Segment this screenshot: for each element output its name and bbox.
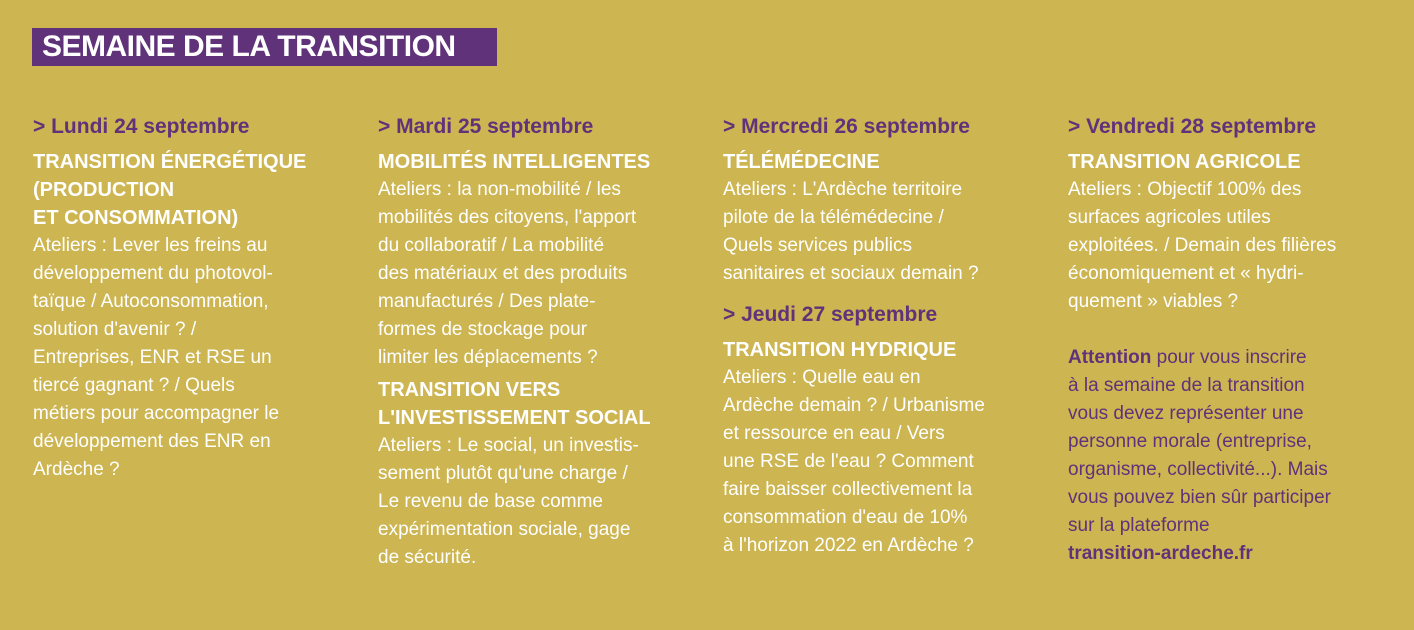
theme-line: TRANSITION HYDRIQUE (723, 339, 957, 361)
text-line: sanitaires et sociaux demain ? (723, 263, 979, 284)
text-line: Le revenu de base comme (378, 491, 603, 512)
text-line: pilote de la télémédecine / (723, 207, 944, 228)
text-line: limiter les déplacements ? (378, 347, 598, 368)
workshop-description (723, 364, 1053, 560)
text-line: mobilités des citoyens, l'apport (378, 207, 637, 228)
notice-line: organisme, collectivité...). Mais (1068, 459, 1328, 480)
day-heading: > Vendredi 28 septembre (1068, 115, 1317, 138)
text-line: sement plutôt qu'une charge / (378, 463, 628, 484)
day-column-mercredi-jeudi (723, 114, 1053, 560)
theme-line: (PRODUCTION (33, 179, 175, 201)
text-line: à l'horizon 2022 en Ardèche ? (723, 535, 974, 556)
text-line: Ateliers : L'Ardèche territoire (723, 179, 963, 200)
text-line: métiers pour accompagner le (33, 403, 280, 424)
text-line: formes de stockage pour (378, 319, 588, 340)
text-line: Ateliers : la non-mobilité / les (378, 179, 621, 200)
registration-notice (1068, 344, 1398, 568)
page-title: SEMAINE DE LA TRANSITION (32, 28, 497, 66)
platform-link[interactable]: transition-ardeche.fr (1068, 543, 1253, 564)
theme-line: TÉLÉMÉDECINE (723, 151, 880, 173)
notice-line: sur la plateforme (1068, 515, 1210, 536)
theme-line: L'INVESTISSEMENT SOCIAL (378, 407, 651, 429)
workshop-description (378, 432, 708, 572)
text-line: quement » viables ? (1068, 291, 1239, 312)
text-line: et ressource en eau / Vers (723, 423, 945, 444)
notice-line: vous devez représenter une (1068, 403, 1304, 424)
text-line: Ardèche demain ? / Urbanisme (723, 395, 985, 416)
text-line: manufacturés / Des plate- (378, 291, 596, 312)
text-line: une RSE de l'eau ? Comment (723, 451, 974, 472)
theme-heading (723, 336, 1053, 364)
notice-line: à la semaine de la transition (1068, 375, 1305, 396)
day-heading: > Mercredi 26 septembre (723, 115, 970, 138)
notice-first-line-text: pour vous inscrire (1151, 347, 1307, 368)
theme-line: MOBILITÉS INTELLIGENTES (378, 151, 651, 173)
theme-line: TRANSITION ÉNERGÉTIQUE (33, 151, 307, 173)
text-line: solution d'avenir ? / (33, 319, 197, 340)
day-column-vendredi (1068, 114, 1398, 568)
text-line: des matériaux et des produits (378, 263, 628, 284)
notice-line: vous pouvez bien sûr participer (1068, 487, 1331, 508)
text-line: économiquement et « hydri- (1068, 263, 1304, 284)
workshop-description (723, 176, 1053, 288)
text-line: développement du photovol- (33, 263, 273, 284)
text-line: faire baisser collectivement la (723, 479, 973, 500)
text-line: surfaces agricoles utiles (1068, 207, 1271, 228)
notice-first-line (1068, 344, 1398, 372)
text-line: Ardèche ? (33, 459, 120, 480)
theme-line: TRANSITION AGRICOLE (1068, 151, 1301, 173)
text-line: Quels services publics (723, 235, 913, 256)
text-line: Ateliers : Quelle eau en (723, 367, 921, 388)
attention-word: Attention (1068, 347, 1152, 368)
day-column-mardi (378, 114, 708, 572)
text-line: du collaboratif / La mobilité (378, 235, 605, 256)
text-line: taïque / Autoconsommation, (33, 291, 269, 312)
text-line: consommation d'eau de 10% (723, 507, 968, 528)
theme-heading (723, 148, 1053, 176)
text-line: Entreprises, ENR et RSE un (33, 347, 272, 368)
day-heading: > Mardi 25 septembre (378, 115, 594, 138)
theme-heading (33, 148, 363, 232)
day-heading: > Lundi 24 septembre (33, 115, 250, 138)
theme-heading (378, 148, 708, 176)
theme-line: TRANSITION VERS (378, 379, 561, 401)
text-line: de sécurité. (378, 547, 477, 568)
text-line: Ateliers : Objectif 100% des (1068, 179, 1302, 200)
workshop-description (378, 176, 708, 372)
day-heading: > Jeudi 27 septembre (723, 303, 938, 326)
text-line: tiercé gagnant ? / Quels (33, 375, 235, 396)
workshop-description (1068, 176, 1398, 316)
text-line: expérimentation sociale, gage (378, 519, 631, 540)
theme-line: ET CONSOMMATION) (33, 207, 239, 229)
text-line: Ateliers : Lever les freins au (33, 235, 268, 256)
theme-heading (378, 376, 708, 432)
text-line: développement des ENR en (33, 431, 271, 452)
notice-line: personne morale (entreprise, (1068, 431, 1312, 452)
theme-heading (1068, 148, 1398, 176)
day-column-lundi (33, 114, 363, 484)
text-line: Ateliers : Le social, un investis- (378, 435, 639, 456)
text-line: exploitées. / Demain des filières (1068, 235, 1337, 256)
workshop-description (33, 232, 363, 484)
